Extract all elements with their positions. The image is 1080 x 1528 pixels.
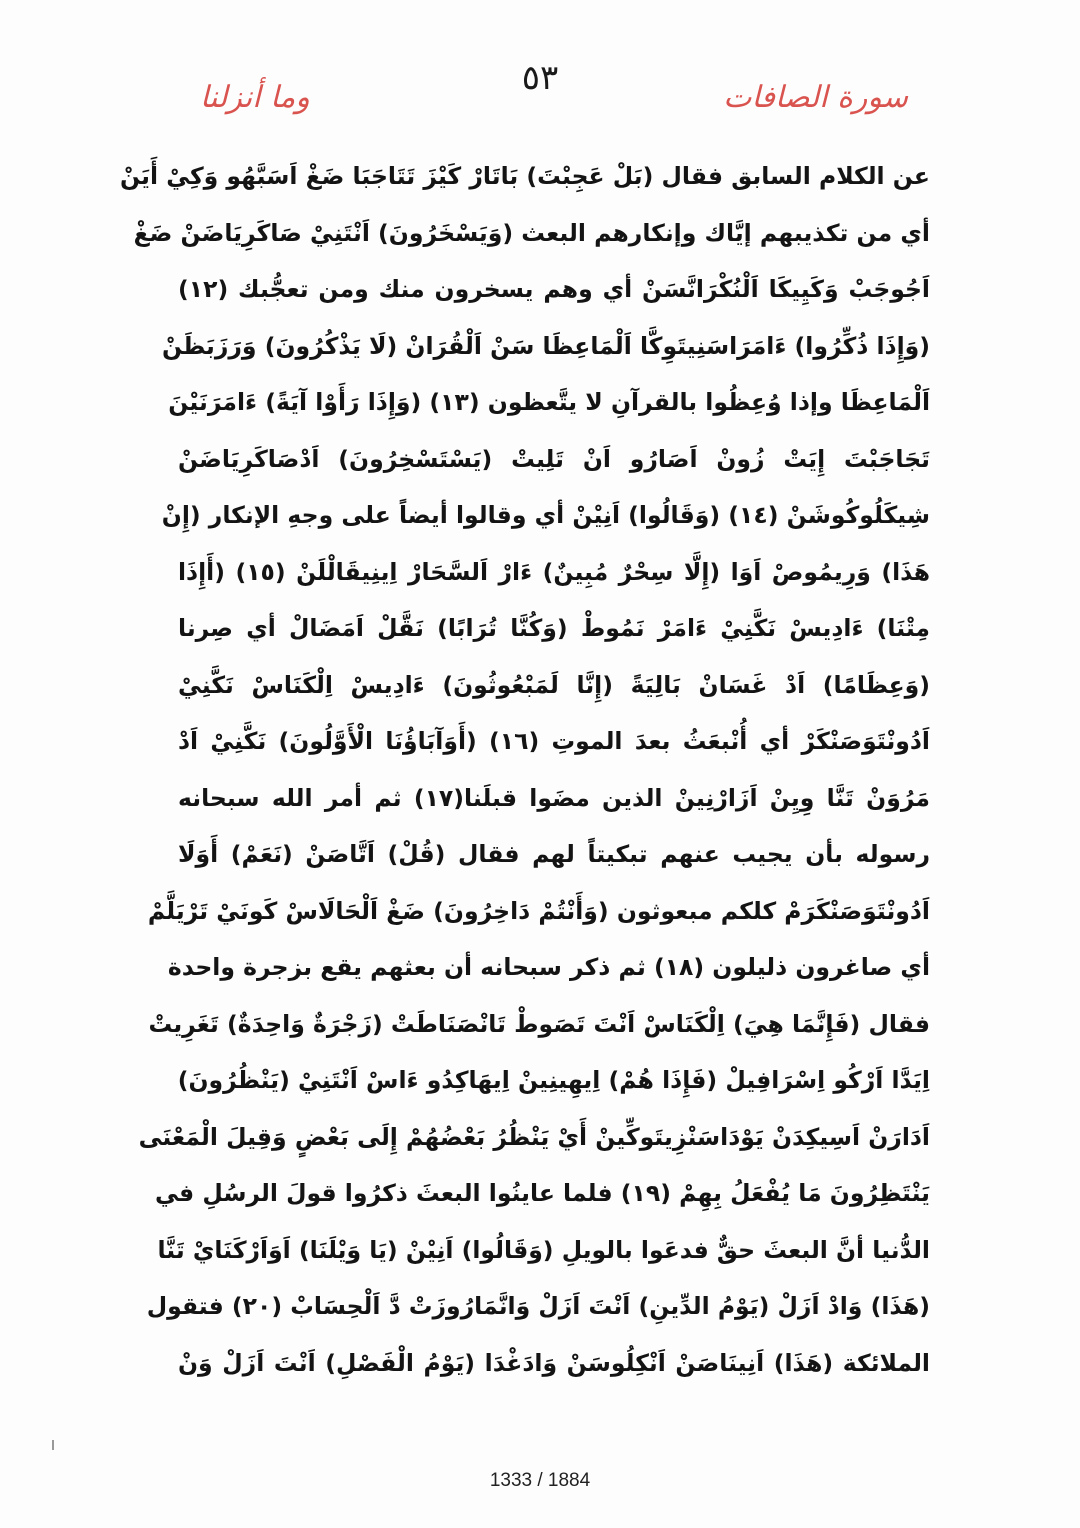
text-line: أي صاغرون ذليلون (١٨) ثم ذكر سبحانه أن بعثهم يقع بزجرة واحدة [167,953,930,981]
body-text [119,148,930,1391]
text-line: مَرُوَنْ تَنَّا وِيِنْ اَزَارْنِينْ الذين مضَوا قبلَنا(١٧) ثم أمر الله سبحانه [178,783,930,812]
page-number: ٥٣ [521,58,559,98]
text-line: اَجُوجَبْ وَكَيِيكَا اَلْنُكْرَانَّسَنْ أي وهم يسخرون منك ومن تعجُّبك (١٢) [178,275,930,303]
text-line: (هَذَا) وَادْ اَزَلْ (يَوْمُ الدِّينِ) اَنْتَ اَزَلْ وَانَّمَارُوزَتْ دَّ اَلْحِسَابْ (٢٠) فتقول [146,1292,930,1320]
text-line: أي من تكذيبهم إيَّاك وإنكارهم البعث (وَيَسْخَرُونَ) اَنْتَنِيْ صَاكَرِيَاضَنْ ضَغْ [133,218,930,247]
text-line: الدُّنيا أنَّ البعثَ حقٌّ فدعَوا بالويلِ (وَقَالُوا) اَنِيْنْ (يَا وَيْلَنَا) اَوَاَرْكَنَايْ تَنَّا [157,1235,930,1264]
text-line: (وَعِظَامًا) اَدْ غَسَانْ بَالِيَةً (إِنَّا لَمَبْعُوثُونَ) ءَادِيسْ اِلْكَنَاسْ نَكَّنِيْ [178,670,930,699]
text-line: اَدَارَنْ اَسِيكِدَنْ يَوْدَاسَنْزِيتَوكِّينْ أَيْ يَنْظُرُ بَعْضُهُمْ إِلَى بَعْضٍ وَقِيلَ الْمَعْنَى [138,1122,930,1151]
text-line: اَدُونْتَوَصَنْكَرَمْ كلكم مبعوثون (وَأَنْتُمْ دَاخِرُونَ) ضَغْ اَلْحَالَاسْ كَونَيْ تَرْيَلَّمْ [147,896,930,925]
text-line: رسوله بأن يجيب عنهم تبكيتاً لهم فقال (قُلْ) اَتَّاصَنْ (نَعَمْ) أَوَلَا [178,840,930,868]
text-line: يَنْتَظِرُونَ مَا يُفْعَلُ بِهِمْ (١٩) فلما عاينُوا البعثَ ذكرُوا قولَ الرسُلِ في [155,1179,930,1207]
text-line: اَدُونْتَوَصَنْكَرْ أي أُنْبعَثُ بعدَ الموتِ (١٦) (أَوَآبَاؤُنَا الْأَوَّلُونَ) نَكَّنِيْ اَدْ [178,727,930,755]
text-line: تَجَاجَبْتَ إِيَتْ زُونْ اَصَارُو اَنْ تَلِيتْ (يَسْتَسْخِرُونَ) اَدْصَاكَرِيَاضَنْ [178,444,930,473]
text-line: فقال (فَإِنَّمَا هِيَ) اِلْكَنَاسْ اَنْتَ تَصَوطْ تَانْصَنَاطَتْ (زَجْرَةٌ وَاحِدَةٌ) تَغَرِيتْ [148,1009,930,1038]
text-line: مِتْنَا) ءَادِيسْ نَكَّنِيْ ءَامَرْ نَمُوطْ (وَكُنَّا تُرَابًا) نَقَّلْ اَمَضَالْ أي صِرنا [178,614,930,642]
text-line: عن الكلام السابق فقال (بَلْ عَجِبْتَ) بَاتَارْ كَيْزَ تَتَاجَبَا ضَغْ اَسَبَّهُو وَكِيْ أَيَنْ [119,162,930,190]
text-line: اِيَدَّا اَرْكُو اِسْرَافِيلْ (فَإِذَا هُمْ) اِيهِينِينْ اِيهَاكِدُو ءَاسْ اَنْتَنِيْ (يَنْظُرُونَ) [177,1066,930,1094]
surah-name-annotation: سورة الصافات [723,80,908,115]
text-line: اَلْمَاعِظَا وإذا وُعِظُوا بالقرآنِ لا يتَّعظون (١٣) (وَإِذَا رَأَوْا آيَةً) ءَامَرَنَيْنَ [168,388,930,416]
text-line: (وَإِذَا ذُكِّرُوا) ءَامَرَاسَنِيتَوِكَّا اَلْمَاعِظَا سَنْ اَلْقُرَانْ (لَا يَذْكُرُونَ) وَرَزَبَظَنْ [162,331,930,360]
page-counter: 1333 / 1884 [489,1470,591,1491]
section-annotation: وما أنزلنا [200,80,310,115]
scan-mark [52,1440,54,1450]
text-line: شِيكَلُوكُوشَنْ (١٤) (وَقَالُوا) اَنِيْنْ أي وقالوا أيضاً على وجهِ الإنكار (إِنْ [161,501,930,529]
text-line: الملائكة (هَذَا) اَنِينَاصَنْ اَنْكِلُوسَنْ وَادَغْدَا (يَوْمُ الْفَصْلِ) اَنْتَ اَزَلْ وَنْ [178,1348,930,1377]
text-line: هَذَا) وَرِيمُوصْ اَوَا (إِلَّا سِحْرٌ مُبِينٌ) ءَارْ اَلسَّحَارْ اِينِيقَالْلَنْ (١٥) (أَإِذَا [178,557,930,586]
